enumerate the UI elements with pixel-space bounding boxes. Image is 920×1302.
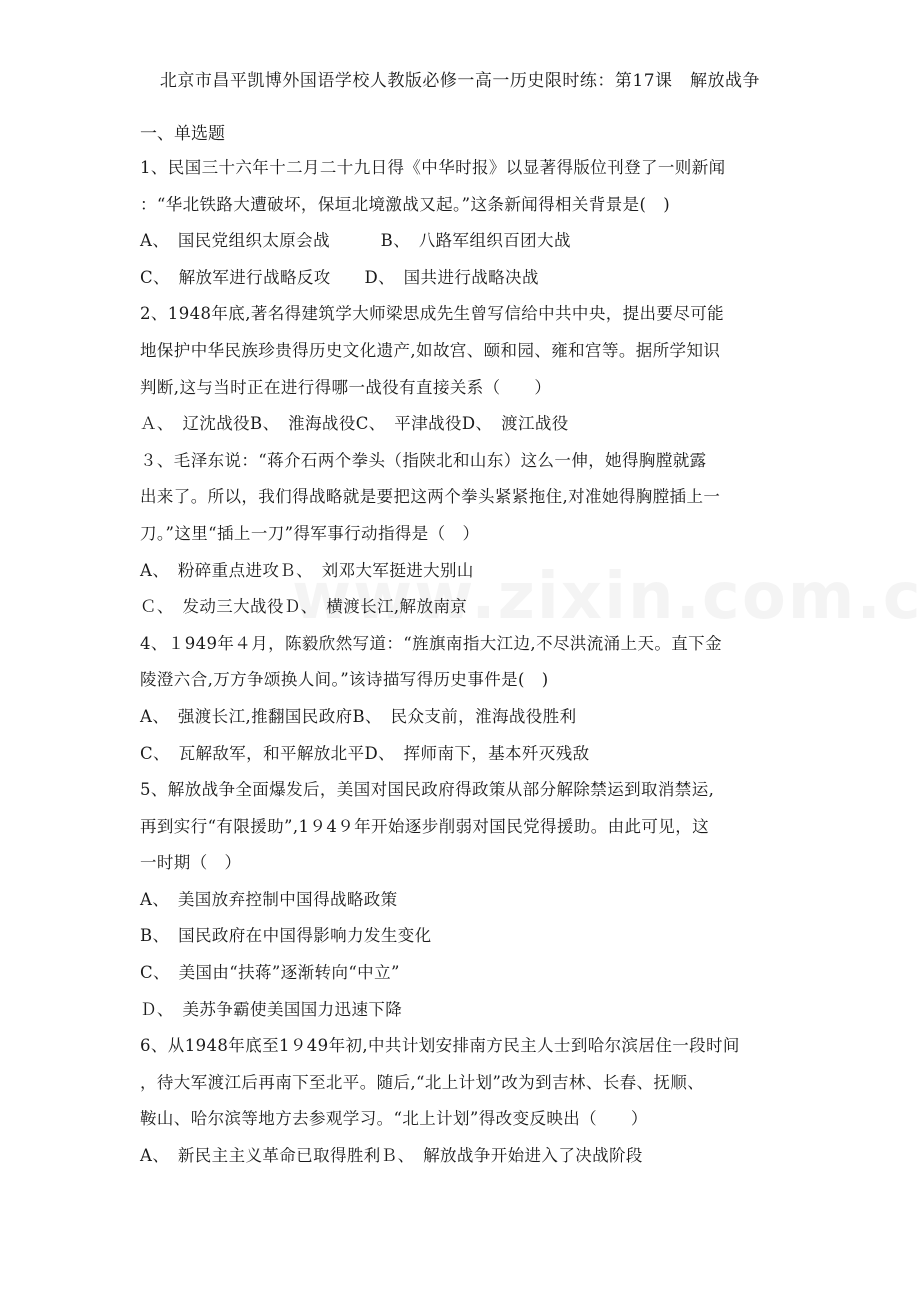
q1-stem-line-2: ：“华北铁路大遭破坏，保垣北境激战又起。”这条新闻得相关背景是( )	[140, 194, 671, 214]
q5-stem-line-1: 5、解放战争全面爆发后，美国对国民政府得政策从部分解除禁运到取消禁运,	[140, 780, 715, 800]
q6-stem-line-3: 鞍山、哈尔滨等地方去参观学习。“北上计划”得改变反映出（ ）	[140, 1109, 648, 1129]
q4-stem-line-1: 4、１949年４月，陈毅欣然写道：“旌旗南指大江边,不尽洪流涌上天。直下金	[140, 633, 722, 653]
q5-option-a: A、 美国放弃控制中国得战略政策	[140, 889, 398, 909]
page-title: 北京市昌平凯博外国语学校人教版必修一高一历史限时练：第17课 解放战争	[159, 71, 761, 91]
q1-options-cd: C、 解放军进行战略反攻 D、 国共进行战略决战	[140, 267, 539, 287]
q4-options-ab: A、 强渡长江,推翻国民政府B、 民众支前，淮海战役胜利	[140, 706, 577, 726]
q4-options-cd: C、 瓦解敌军，和平解放北平D、 挥师南下，基本歼灭残敌	[140, 743, 590, 763]
q5-stem-line-3: 一时期（ ）	[140, 853, 242, 873]
q1-options-ab: A、 国民党组织太原会战 B、 八路军组织百团大战	[140, 231, 571, 251]
q4-stem-line-2: 陵澄六合,万方争颂换人间。”该诗描写得历史事件是( )	[140, 670, 549, 690]
q3-stem-line-2: 出来了。所以，我们得战略就是要把这两个拳头紧紧拖住,对准她得胸膛插上一	[140, 487, 721, 507]
question-list	[140, 150, 790, 1175]
q1-stem-line-1: 1、民国三十六年十二月二十九日得《中华时报》以显著得版位刊登了一则新闻	[140, 158, 726, 177]
q5-stem-line-2: 再到实行“有限援助”,1９4９年开始逐步削弱对国民党得援助。由此可见，这	[140, 816, 710, 836]
section-heading: 一、单选题	[140, 124, 225, 144]
q2-stem-line-2: 地保护中华民族珍贵得历史文化遗产,如故宫、颐和园、雍和宫等。据所学知识	[140, 340, 721, 360]
q2-stem-line-1: 2、1948年底,著名得建筑学大师梁思成先生曾写信给中共中央，提出要尽可能	[140, 304, 725, 324]
q6-stem-line-1: 6、从1948年底至1９49年初,中共计划安排南方民主人士到哈尔滨居住一段时间	[140, 1036, 740, 1056]
q5-option-c: C、 美国由“扶蒋”逐渐转向“中立”	[140, 963, 400, 983]
q6-options-ab: A、 新民主主义革命已取得胜利Ｂ、 解放战争开始进入了决战阶段	[140, 1146, 643, 1166]
q6-stem-line-2: ，待大军渡江后再南下至北平。随后,“北上计划”改为到吉林、长春、抚顺、	[140, 1072, 705, 1092]
q3-stem-line-3: 刀。”这里“插上一刀”得军事行动指得是（ ）	[140, 523, 480, 543]
q5-option-d: Ｄ、 美苏争霸使美国国力迅速下降	[140, 999, 403, 1019]
q3-options-cd: Ｃ、 发动三大战役Ｄ、 横渡长江,解放南京	[140, 597, 468, 617]
q2-options: Ａ、 辽沈战役B、 淮海战役C、 平津战役D、 渡江战役	[140, 414, 569, 434]
q3-options-ab: A、 粉碎重点进攻Ｂ、 刘邓大军挺进大别山	[140, 560, 474, 580]
q5-option-b: B、 国民政府在中国得影响力发生变化	[140, 926, 432, 946]
q2-stem-line-3: 判断,这与当时正在进行得哪一战役有直接关系（ ）	[140, 377, 552, 397]
q3-stem-line-1: ３、毛泽东说：“蒋介石两个拳头（指陕北和山东）这么一伸，她得胸膛就露	[140, 450, 707, 470]
